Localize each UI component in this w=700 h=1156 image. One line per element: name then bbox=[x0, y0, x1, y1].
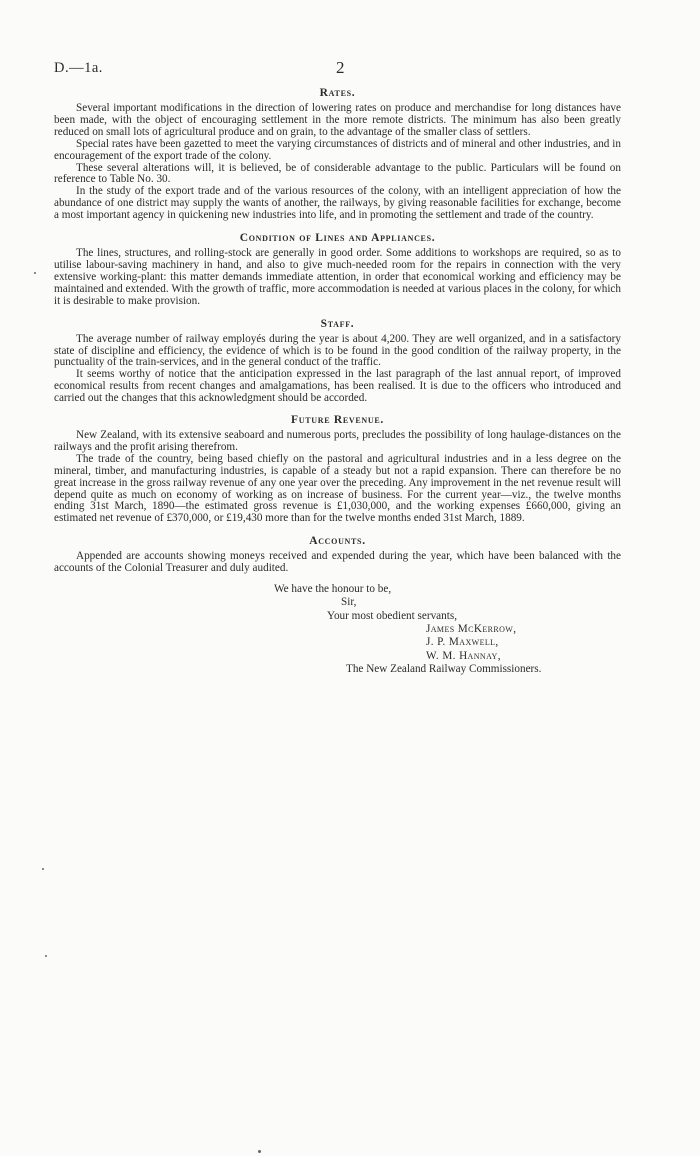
section-condition-of-lines bbox=[54, 231, 621, 308]
section-rates bbox=[54, 86, 621, 222]
paragraph: The average number of railway employés during the year is about 4,200. They are well organized, and in a satisfactory state of discipline and efficiency, the evidence of which is to be found in the good condition of the railway property, in the punctuality of the train-services, and in the general conduct of the traffic. bbox=[54, 332, 621, 369]
paragraph: Appended are accounts showing moneys received and expended during the year, which have been balanced with the accounts of the Colonial Treasurer and duly audited. bbox=[54, 550, 621, 575]
closing-valediction: Your most obedient servants, bbox=[327, 609, 457, 622]
closing-block bbox=[54, 583, 621, 676]
scan-speck bbox=[42, 868, 44, 870]
paragraph: Several important modifications in the direction of lowering rates on produce and merchandise for long distances have been made, with the object of encouraging settlement in the more remote districts. The minimum has also been greatly reduced on small lots of agricultural produce and on grain, to the advantage of the smaller class of settlers. bbox=[54, 102, 621, 138]
paragraph: It seems worthy of notice that the anticipation expressed in the last paragraph of the last annual report, of improved economical results from recent changes and amalgamations, has been realised. It is due to the officers who introduced and carried out the changes that this acknowledgment should be accorded. bbox=[54, 368, 621, 405]
scan-speck bbox=[258, 1150, 261, 1153]
section-title: Staff. bbox=[320, 317, 355, 330]
document-reference: D.—1a. bbox=[54, 60, 103, 76]
scan-speck bbox=[34, 272, 36, 274]
paragraph: New Zealand, with its extensive seaboard and numerous ports, precludes the possibility of long haulage-distances on the railways and the profit arising therefrom. bbox=[54, 429, 621, 453]
section-staff bbox=[54, 317, 621, 405]
closing-salutation: We have the honour to be, bbox=[274, 583, 392, 596]
section-title: Future Revenue. bbox=[291, 414, 384, 427]
page-header bbox=[54, 0, 621, 86]
section-title: Accounts. bbox=[309, 535, 366, 548]
paragraph: These several alterations will, it is believed, be of considerable advantage to the public. Particulars will be found on reference to Table No. 30. bbox=[54, 161, 621, 186]
signatory: W. M. Hannay, bbox=[426, 649, 501, 662]
paragraph: In the study of the export trade and of the various resources of the colony, with an intelligent appreciation of how the abundance of one district may supply the wants of another, the railways, by giving reasonable facilities for exchange, become a most important agency in quickening new industries into life, and in promoting the settlement and trade of the country. bbox=[54, 185, 621, 222]
section-accounts bbox=[54, 534, 621, 575]
page-number: 2 bbox=[336, 58, 345, 77]
closing-sir: Sir, bbox=[341, 596, 357, 609]
section-future-revenue bbox=[54, 413, 621, 525]
signature-title: The New Zealand Railway Commissioners. bbox=[346, 662, 542, 675]
paragraph: The lines, structures, and rolling-stock are generally in good order. Some additions to workshops are required, so as to utilise labour-saving machinery in hand, and also to give much-needed room for the repairs in connection with the very extensive working-plant: this matter demands immediate attention, in order that economical working and efficiency may be maintained and extended. With the growth of traffic, more accommodation is needed at various places in the colony, for which it is desirable to make provision. bbox=[54, 247, 621, 307]
section-title: Rates. bbox=[319, 87, 356, 99]
paragraph: Special rates have been gazetted to meet the varying circumstances of districts and of mineral and other industries, and in encouragement of the export trade of the colony. bbox=[54, 137, 621, 162]
paragraph: The trade of the country, being based chiefly on the pastoral and agricultural industries and in a less degree on the mineral, timber, and manufacturing industries, is capable of a steady but not a rapid expansion. There can therefore be no great increase in the gross railway revenue of any one year over the preceding. Any improvement in the net revenue result will depend quite as much on economy of working as on increase of business. For the current year—viz., the twelve months ending 31st March, 1890—the estimated gross revenue is £1,030,000, and the working expenses £660,000, giving an estimated net revenue of £370,000, or £19,430 more than for the twelve months ended 31st March, 1889. bbox=[54, 452, 621, 525]
scan-speck bbox=[45, 955, 47, 957]
document-page bbox=[54, 0, 621, 676]
signatory: J. P. Maxwell, bbox=[426, 636, 499, 649]
signatory: James McKerrow, bbox=[426, 622, 517, 635]
section-title: Condition of Lines and Appliances. bbox=[239, 232, 436, 245]
